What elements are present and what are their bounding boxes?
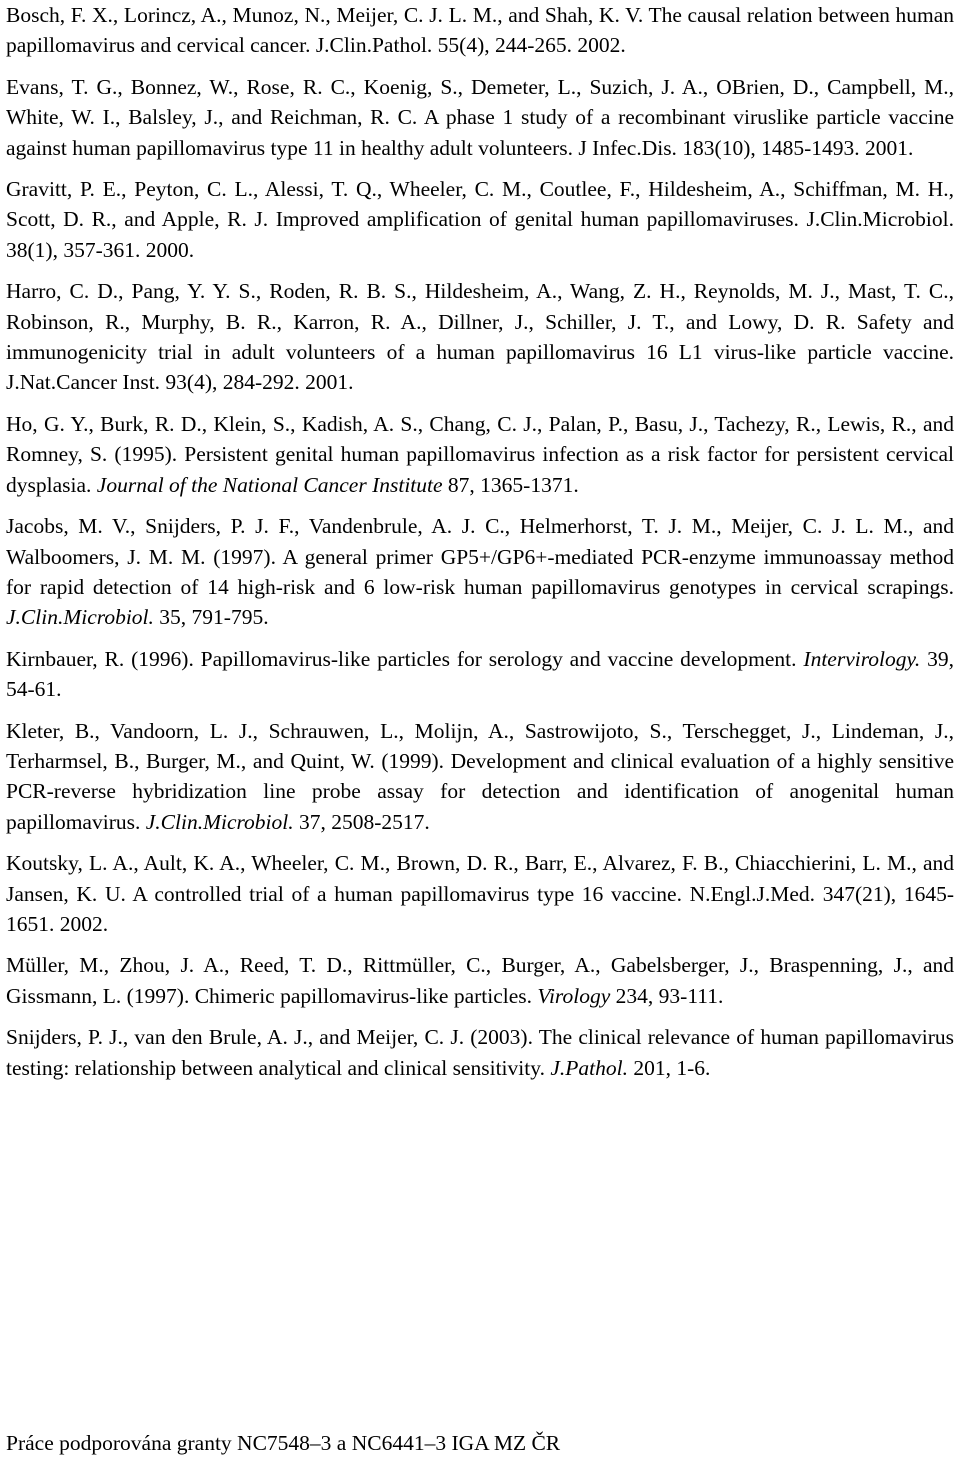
- journal-name: J.Clin.Microbiol.: [145, 809, 294, 834]
- reference-text: Gravitt, P. E., Peyton, C. L., Alessi, T. Q., Wheeler, C. M., Coutlee, F., Hildesheim, A., Schiffman, M. H., Scott, D. R., and Apple, R. J. Improved amplification of genital human papillomaviruses. J.Clin.Microbiol. 38(1), 357-361. 2000.: [6, 177, 954, 262]
- reference-text: Jacobs, M. V., Snijders, P. J. F., Vandenbrule, A. J. C., Helmerhorst, T. J. M., Meijer, C. J. L. M., and Walboomers, J. M. M. (1997). A general primer GP5+/GP6+-mediated PCR-enzyme immunoassay method for rapid detection of 14 high-risk and 6 low-risk human papillomavirus genotypes in cervical scrapings.: [6, 514, 954, 599]
- reference-bosch: [6, 0, 954, 61]
- journal-name: Intervirology.: [803, 646, 921, 671]
- reference-harro: [6, 276, 954, 398]
- reference-gravitt: [6, 174, 954, 265]
- journal-volume: 87: [442, 472, 470, 497]
- reference-kirnbauer: [6, 644, 954, 705]
- reference-ho: [6, 409, 954, 500]
- reference-pages: , 2508-2517.: [320, 809, 430, 834]
- journal-volume: 35: [153, 605, 181, 630]
- reference-text: Koutsky, L. A., Ault, K. A., Wheeler, C. M., Brown, D. R., Barr, E., Alvarez, F. B., Chiacchierini, L. M., and Jansen, K. U. A controlled trial of a human papillomavirus type 16 vaccine. N.Engl.J.Med. 347(21), 1645-1651. 2002.: [6, 851, 954, 936]
- reference-list: [6, 0, 954, 1083]
- reference-text: Ho, G. Y., Burk, R. D., Klein, S., Kadish, A. S., Chang, C. J., Palan, P., Basu, J., Tachezy, R., Lewis, R., and Romney, S. (1995). Persistent genital human papillomavirus infection as a risk factor for persistent cervical dysplasia.: [6, 411, 954, 497]
- journal-volume: 37: [293, 809, 321, 834]
- reference-pages: , 93-111.: [647, 983, 724, 1008]
- reference-pages: , 1365-1371.: [469, 472, 579, 497]
- journal-volume: 39: [920, 646, 949, 671]
- reference-text: Harro, C. D., Pang, Y. Y. S., Roden, R. B. S., Hildesheim, A., Wang, Z. H., Reynolds, M. J., Mast, T. C., Robinson, R., Murphy, B. R., Karron, R. A., Dillner, J., Schiller, J. T., and Lowy, D. R. Safety and immunogenicity trial in adult volunteers of a human papillomavirus 16 L1 virus-like particle vaccine. J.Nat.Cancer Inst. 93(4), 284-292. 2001.: [6, 279, 954, 395]
- reference-pages: , 54-61.: [6, 646, 954, 702]
- reference-page: [6, 0, 954, 1094]
- journal-volume: 234: [610, 983, 648, 1008]
- reference-evans: [6, 72, 954, 163]
- journal-name: Journal of the National Cancer Institute: [96, 472, 443, 497]
- reference-snijders: [6, 1022, 954, 1083]
- reference-text: Kirnbauer, R. (1996). Papillomavirus-like particles for serology and vaccine development.: [6, 646, 804, 671]
- reference-text: Kleter, B., Vandoorn, L. J., Schrauwen, L., Molijn, A., Sastrowijoto, S., Terschegget, J., Lindeman, J., Terharmsel, B., Burger, M., and Quint, W. (1999). Development and clinical evaluation of a highly sensitive PCR-reverse hybridization line probe assay for detection and identification of anogenital human papillomavirus.: [6, 718, 954, 834]
- reference-jacobs: [6, 511, 954, 633]
- reference-muller: [6, 950, 954, 1011]
- journal-name: J.Clin.Microbiol.: [6, 605, 154, 630]
- journal-volume: 201: [627, 1055, 666, 1080]
- reference-kleter: [6, 716, 954, 838]
- reference-pages: , 791-795.: [180, 605, 269, 630]
- reference-text: Müller, M., Zhou, J. A., Reed, T. D., Rittmüller, C., Burger, A., Gabelsberger, J., Braspenning, J., and Gissmann, L. (1997). Chimeric papillomavirus-like particles.: [6, 953, 954, 1008]
- journal-name: Virology: [537, 983, 611, 1008]
- reference-text: Evans, T. G., Bonnez, W., Rose, R. C., Koenig, S., Demeter, L., Suzich, J. A., OBrien, D., Campbell, M., White, W. I., Balsley, J., and Reichman, R. C. A phase 1 study of a recombinant viruslike particle vaccine against human papillomavirus type 11 in healthy adult volunteers. J Infec.Dis. 183(10), 1485-1493. 2001.: [6, 74, 954, 160]
- journal-name: J.Pathol.: [550, 1055, 628, 1080]
- reference-koutsky: [6, 848, 954, 939]
- reference-text: Snijders, P. J., van den Brule, A. J., and Meijer, C. J. (2003). The clinical relevance of human papillomavirus testing: relationship between analytical and clinical sensitivity.: [6, 1025, 954, 1080]
- grant-acknowledgement: Práce podporována granty NC7548–3 a NC6441–3 IGA MZ ČR: [6, 1431, 561, 1455]
- reference-text: Bosch, F. X., Lorincz, A., Munoz, N., Meijer, C. J. L. M., and Shah, K. V. The causal relation between human papillomavirus and cervical cancer. J.Clin.Pathol. 55(4), 244-265. 2002.: [6, 3, 954, 58]
- reference-pages: , 1-6.: [665, 1055, 711, 1080]
